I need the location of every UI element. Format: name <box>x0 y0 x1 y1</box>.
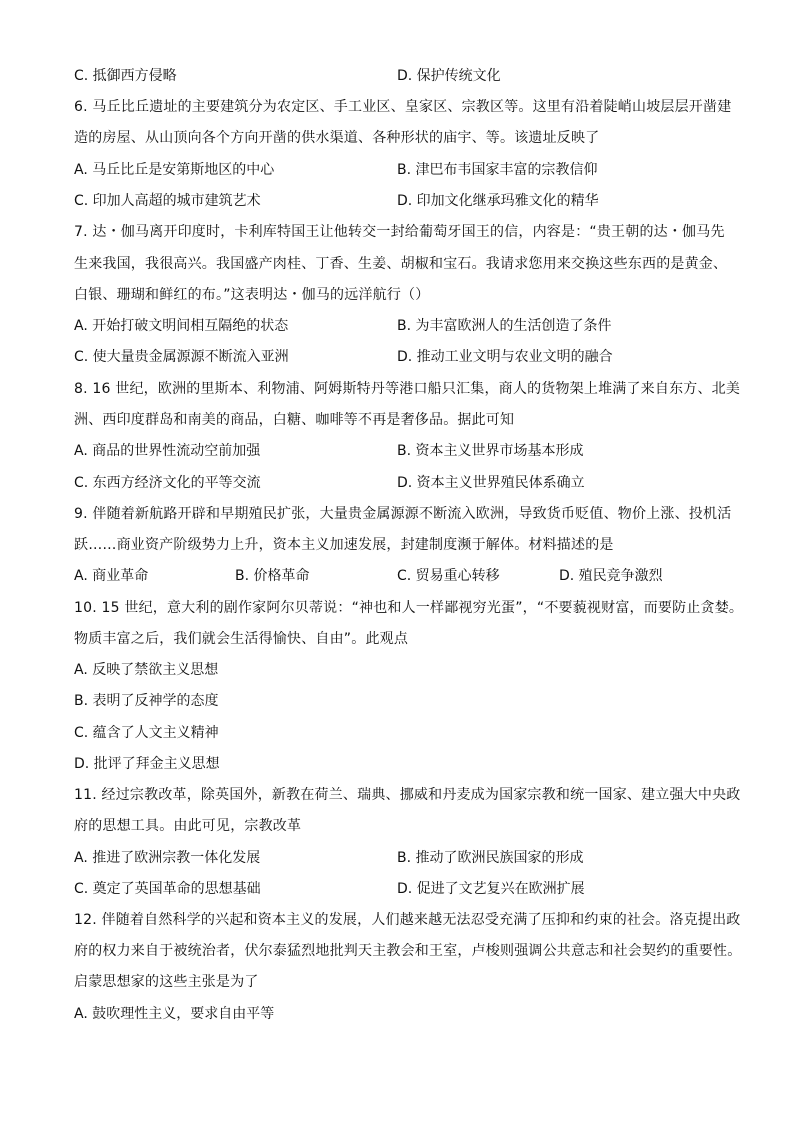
question-7-option-d[interactable]: D. 推动工业文明与农业文明的融合 <box>397 349 613 365</box>
question-11-option-c[interactable]: C. 奠定了英国革命的思想基础 <box>74 881 261 897</box>
question-10-option-d[interactable]: D. 批评了拜金主义思想 <box>74 756 220 772</box>
question-7-option-a[interactable]: A. 开始打破文明间相互隔绝的状态 <box>74 318 289 334</box>
question-6-option-c[interactable]: C. 印加人高超的城市建筑艺术 <box>74 193 261 209</box>
question-11-option-a[interactable]: A. 推进了欧洲宗教一体化发展 <box>74 850 261 866</box>
question-8-stem-line-1: 8. 16 世纪，欧洲的里斯本、利物浦、阿姆斯特丹等港口船只汇集，商人的货物架上堆满了来自东方、北美 <box>74 381 741 397</box>
question-11-stem-line-2: 府的思想工具。由此可见，宗教改革 <box>74 818 302 834</box>
question-11-stem-line-1: 11. 经过宗教改革，除英国外，新教在荷兰、瑞典、挪威和丹麦成为国家宗教和统一国家、建立强大中央政 <box>74 787 741 803</box>
question-6-option-b[interactable]: B. 津巴布韦国家丰富的宗教信仰 <box>397 162 598 178</box>
question-12-stem-line-3: 启蒙思想家的这些主张是为了 <box>74 974 259 990</box>
question-7-stem-line-1: 7. 达・伽马离开印度时，卡利库特国王让他转交一封给葡萄牙国王的信，内容是：“贵王朝的达・伽马先 <box>74 224 725 240</box>
question-7-stem-line-3: 白银、珊瑚和鲜红的布。”这表明达・伽马的远洋航行（） <box>74 287 430 303</box>
question-8-stem-line-2: 洲、西印度群岛和南美的商品，白糖、咖啡等不再是奢侈品。据此可知 <box>74 412 515 428</box>
question-8-option-a[interactable]: A. 商品的世界性流动空前加强 <box>74 443 261 459</box>
question-8-option-b[interactable]: B. 资本主义世界市场基本形成 <box>397 443 584 459</box>
question-7-option-c[interactable]: C. 使大量贵金属源源不断流入亚洲 <box>74 349 289 365</box>
prev-option-c[interactable]: C. 抵御西方侵略 <box>74 68 177 84</box>
question-7-stem-line-2: 生来我国，我很高兴。我国盛产肉桂、丁香、生姜、胡椒和宝石。我请求您用来交换这些东西的是黄金、 <box>74 256 728 272</box>
question-10-option-c[interactable]: C. 蕴含了人文主义精神 <box>74 725 219 741</box>
question-10-stem-line-1: 10. 15 世纪，意大利的剧作家阿尔贝蒂说：“神也和人一样鄙视穷光蛋”，“不要藐视财富，而要防止贪婪。 <box>74 600 744 616</box>
question-8-option-d[interactable]: D. 资本主义世界殖民体系确立 <box>397 475 585 491</box>
question-10-option-b[interactable]: B. 表明了反神学的态度 <box>74 693 219 709</box>
question-9-stem-line-2: 跃……商业资产阶级势力上升，资本主义加速发展，封建制度濒于解体。材料描述的是 <box>74 537 614 553</box>
question-9-stem-line-1: 9. 伴随着新航路开辟和早期殖民扩张，大量贵金属源源不断流入欧洲，导致货币贬值、物价上涨、投机活 <box>74 506 732 522</box>
question-6-stem-line-2: 造的房屋、从山顶向各个方向开凿的供水渠道、各种形状的庙宇、等。该遗址反映了 <box>74 130 600 146</box>
question-10-stem-line-2: 物质丰富之后，我们就会生活得愉快、自由”。此观点 <box>74 631 409 647</box>
question-9-option-b[interactable]: B. 价格革命 <box>235 568 310 584</box>
question-9-option-a[interactable]: A. 商业革命 <box>74 568 149 584</box>
question-6-stem-line-1: 6. 马丘比丘遗址的主要建筑分为农定区、手工业区、皇家区、宗教区等。这里有沿着陡峭山坡层层开凿建 <box>74 99 732 115</box>
question-10-option-a[interactable]: A. 反映了禁欲主义思想 <box>74 662 219 678</box>
question-8-option-c[interactable]: C. 东西方经济文化的平等交流 <box>74 475 261 491</box>
question-9-option-c[interactable]: C. 贸易重心转移 <box>397 568 500 584</box>
question-6-option-a[interactable]: A. 马丘比丘是安第斯地区的中心 <box>74 162 275 178</box>
question-11-option-d[interactable]: D. 促进了文艺复兴在欧洲扩展 <box>397 881 585 897</box>
question-12-stem-line-1: 12. 伴随着自然科学的兴起和资本主义的发展，人们越来越无法忍受充满了压抑和约束的社会。洛克提出政 <box>74 912 741 928</box>
question-12-stem-line-2: 府的权力来自于被统治者，伏尔泰猛烈地批判天主教会和王室，卢梭则强调公共意志和社会契约的重要性。 <box>74 943 742 959</box>
question-7-option-b[interactable]: B. 为丰富欧洲人的生活创造了条件 <box>397 318 612 334</box>
question-11-option-b[interactable]: B. 推动了欧洲民族国家的形成 <box>397 850 584 866</box>
question-12-option-a[interactable]: A. 鼓吹理性主义，要求自由平等 <box>74 1006 275 1022</box>
question-6-option-d[interactable]: D. 印加文化继承玛雅文化的精华 <box>397 193 599 209</box>
question-9-option-d[interactable]: D. 殖民竞争激烈 <box>559 568 663 584</box>
prev-option-d[interactable]: D. 保护传统文化 <box>397 68 501 84</box>
